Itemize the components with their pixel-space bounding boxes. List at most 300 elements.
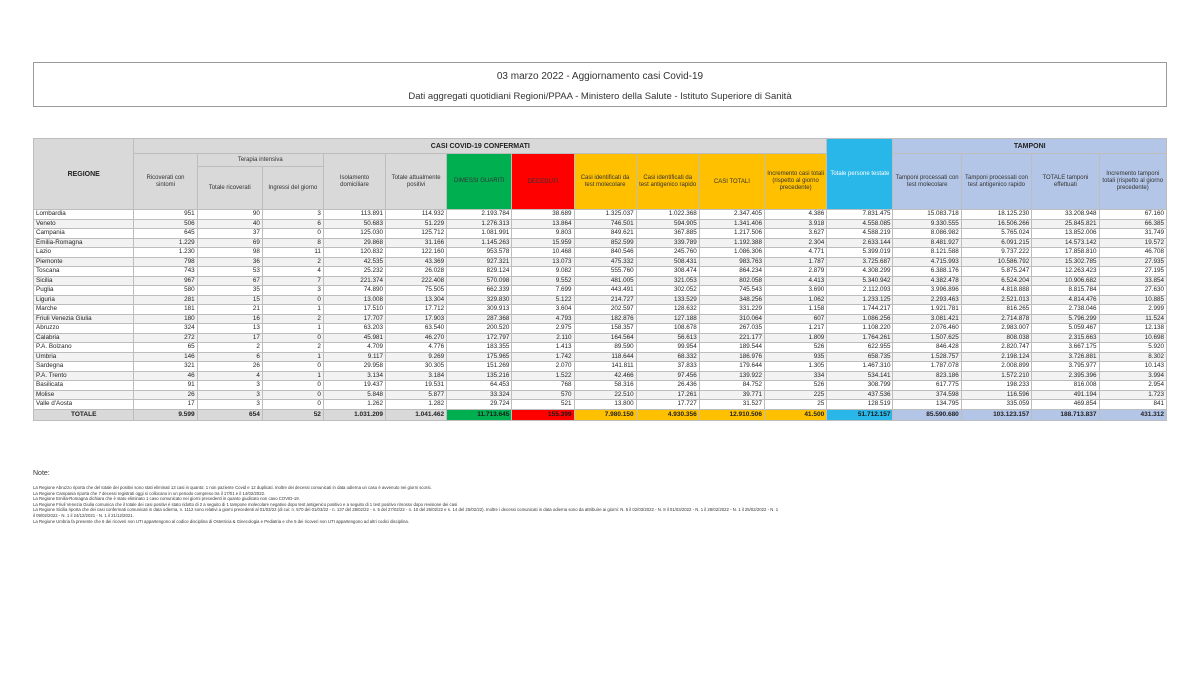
header-ti-ingressi: Ingressi del giorno (262, 167, 323, 210)
data-cell: 25 (765, 400, 827, 410)
note-line: La Regione Sicilia riporta che dei casi confermati comunicati in data odierna, n. 1112 sono relativi a giorni precedenti al 01/03/22 (di cui: n. 570 del 01/03/22 - n. 137 del 28/02/22 - n. 5 del 27/02/22 - n. 10 del 26/02/22 e n. 14 del 25/02/22). Inoltre i decessi comunicati in data odierna sono da attribuire ai giorni: N. 5 il 02/03/2022 - N. 8 il 01/03/2022 - N. 1 il 28/02/2022 - N. 1 il 25/02/2022 - N. 1 (33, 507, 779, 513)
data-cell: 245.760 (636, 248, 699, 258)
data-cell: 302.052 (636, 286, 699, 296)
data-cell: 864.234 (699, 267, 764, 277)
data-cell: 2.112.093 (827, 286, 893, 296)
data-cell: 0 (262, 295, 323, 305)
data-cell: 1.108.220 (827, 324, 893, 334)
data-cell: 9.269 (386, 352, 447, 362)
data-cell: 22.510 (574, 390, 636, 400)
data-cell: 35 (197, 286, 262, 296)
data-cell: 2.395.396 (1032, 371, 1099, 381)
data-cell: 151.269 (447, 362, 512, 372)
data-cell: 84.752 (699, 381, 764, 391)
data-cell: 2.975 (512, 324, 574, 334)
note-line: La Regione Friuli Venezia Giulia comunica che il totale dei casi positivi è stato ridotto di 2 a seguito di 1 tampone molecolare negativo dopo test antigenico positivo e a seguito di 1 test positivo rimosso dopo revisione dei casi (33, 501, 458, 507)
region-name-cell: Calabria (34, 333, 134, 343)
data-cell: 1.229 (134, 238, 197, 248)
data-cell: 26.436 (636, 381, 699, 391)
data-cell: 7.699 (512, 286, 574, 296)
notes-section (33, 470, 1167, 524)
data-cell: 2.347.405 (699, 210, 764, 220)
data-cell: 31.527 (699, 400, 764, 410)
data-cell: 13.304 (386, 295, 447, 305)
data-cell: 183.355 (447, 343, 512, 353)
totals-cell: 1.031.209 (323, 409, 385, 420)
data-cell: 481.005 (574, 276, 636, 286)
data-cell: 66.385 (1099, 219, 1166, 229)
data-cell: 1.787 (765, 257, 827, 267)
data-cell: 1.022.368 (636, 210, 699, 220)
data-cell: 128.519 (827, 400, 893, 410)
data-cell: 8.302 (1099, 352, 1166, 362)
data-cell: 8.815.784 (1032, 286, 1099, 296)
data-cell: 617.775 (893, 381, 961, 391)
data-cell: 798 (134, 257, 197, 267)
data-cell: 935 (765, 352, 827, 362)
data-cell: 1 (262, 324, 323, 334)
note-line: La Regione Emilia-Romagna dichiara che è stato eliminato 1 caso comunicato nei giorni precedenti in quanto giudicato non caso COVID-19. (33, 496, 300, 502)
data-cell: 26 (197, 362, 262, 372)
covid-data-table (33, 138, 1167, 421)
data-cell: 17.712 (386, 305, 447, 315)
data-cell: 63.203 (323, 324, 385, 334)
data-cell: 526 (765, 381, 827, 391)
data-cell: 308.474 (636, 267, 699, 277)
data-cell: 4.386 (765, 210, 827, 220)
data-cell: 808.038 (961, 333, 1031, 343)
table-row (34, 238, 1167, 248)
data-cell: 829.124 (447, 267, 512, 277)
data-cell: 33.208.948 (1032, 210, 1099, 220)
data-cell: 1.921.781 (893, 305, 961, 315)
header-terapia-intensiva: Terapia intensiva (197, 154, 323, 167)
data-cell: 141.811 (574, 362, 636, 372)
data-cell: 475.332 (574, 257, 636, 267)
totals-row (34, 409, 1167, 420)
totals-cell: 51.712.157 (827, 409, 893, 420)
data-cell: 13 (197, 324, 262, 334)
data-cell: 10.586.792 (961, 257, 1031, 267)
data-cell: 46.708 (1099, 248, 1166, 258)
data-cell: 4.709 (323, 343, 385, 353)
region-name-cell: Marche (34, 305, 134, 315)
totals-cell: 7.980.150 (574, 409, 636, 420)
data-cell: 36 (197, 257, 262, 267)
region-name-cell: Friuli Venezia Giulia (34, 314, 134, 324)
data-cell: 4.413 (765, 276, 827, 286)
data-cell: 3.725.687 (827, 257, 893, 267)
data-cell: 67.160 (1099, 210, 1166, 220)
totals-cell: 85.590.680 (893, 409, 961, 420)
data-cell: 17.903 (386, 314, 447, 324)
data-cell: 607 (765, 314, 827, 324)
data-cell: 89.590 (574, 343, 636, 353)
data-cell: 5.920 (1099, 343, 1166, 353)
table-row (34, 352, 1167, 362)
data-cell: 1.217 (765, 324, 827, 334)
data-cell: 29.724 (447, 400, 512, 410)
data-cell: 5.848 (323, 390, 385, 400)
data-cell: 182.876 (574, 314, 636, 324)
data-cell: 27.935 (1099, 257, 1166, 267)
data-cell: 15.302.785 (1032, 257, 1099, 267)
table-row (34, 219, 1167, 229)
region-name-cell: P.A. Bolzano (34, 343, 134, 353)
data-cell: 8.121.588 (893, 248, 961, 258)
data-cell: 5.340.942 (827, 276, 893, 286)
header-regione: REGIONE (34, 139, 134, 210)
table-row (34, 248, 1167, 258)
data-cell: 9.330.555 (893, 219, 961, 229)
table-row (34, 400, 1167, 410)
data-cell: 437.536 (827, 390, 893, 400)
totals-cell: 11.713.645 (447, 409, 512, 420)
data-cell: 0 (262, 229, 323, 239)
data-cell: 743 (134, 267, 197, 277)
data-cell: 69 (197, 238, 262, 248)
data-cell: 90 (197, 210, 262, 220)
region-name-cell: P.A. Trento (34, 371, 134, 381)
data-cell: 0 (262, 362, 323, 372)
data-cell: 4 (262, 267, 323, 277)
data-cell: 12.263.423 (1032, 267, 1099, 277)
data-cell: 10.885 (1099, 295, 1166, 305)
data-cell: 19.531 (386, 381, 447, 391)
data-cell: 134.795 (893, 400, 961, 410)
data-cell: 5.122 (512, 295, 574, 305)
data-cell: 1.086.256 (827, 314, 893, 324)
data-cell: 9.803 (512, 229, 574, 239)
region-name-cell: Puglia (34, 286, 134, 296)
data-cell: 6 (262, 219, 323, 229)
data-cell: 3.726.881 (1032, 352, 1099, 362)
data-cell: 4.818.888 (961, 286, 1031, 296)
data-cell: 3.996.896 (893, 286, 961, 296)
data-cell: 3.994 (1099, 371, 1166, 381)
data-cell: 4.793 (512, 314, 574, 324)
data-cell: 3 (262, 286, 323, 296)
data-cell: 13.800 (574, 400, 636, 410)
data-cell: 45.981 (323, 333, 385, 343)
data-cell: 2.983.007 (961, 324, 1031, 334)
data-cell: 3.134 (323, 371, 385, 381)
data-cell: 99.954 (636, 343, 699, 353)
data-cell: 4.588.219 (827, 229, 893, 239)
data-cell: 2.820.747 (961, 343, 1031, 353)
data-cell: 9.552 (512, 276, 574, 286)
data-cell: 3.627 (765, 229, 827, 239)
data-cell: 367.885 (636, 229, 699, 239)
data-cell: 56.613 (636, 333, 699, 343)
data-cell: 1.230 (134, 248, 197, 258)
totals-cell: 431.312 (1099, 409, 1166, 420)
data-cell: 4.308.299 (827, 267, 893, 277)
data-cell: 3 (197, 390, 262, 400)
totals-cell: 9.599 (134, 409, 197, 420)
region-name-cell: Liguria (34, 295, 134, 305)
data-cell: 8.086.982 (893, 229, 961, 239)
data-cell: 67 (197, 276, 262, 286)
data-cell: 116.596 (961, 390, 1031, 400)
header-tamponi-incremento: Incremento tamponi totali (rispetto al giorno precedente) (1099, 154, 1166, 210)
data-cell: 2.999 (1099, 305, 1166, 315)
data-cell: 846.428 (893, 343, 961, 353)
data-cell: 3.667.175 (1032, 343, 1099, 353)
table-row (34, 324, 1167, 334)
data-cell: 1.522 (512, 371, 574, 381)
data-cell: 374.598 (893, 390, 961, 400)
band-tamponi: TAMPONI (893, 139, 1167, 154)
data-cell: 594.905 (636, 219, 699, 229)
data-cell: 1.325.037 (574, 210, 636, 220)
data-cell: 158.357 (574, 324, 636, 334)
table-row (34, 362, 1167, 372)
region-name-cell: Toscana (34, 267, 134, 277)
header-tamponi-totale: TOTALE tamponi effettuati (1032, 154, 1099, 210)
data-cell: 272 (134, 333, 197, 343)
data-cell: 108.678 (636, 324, 699, 334)
data-cell: 91 (134, 381, 197, 391)
data-cell: 521 (512, 400, 574, 410)
data-cell: 4.558.085 (827, 219, 893, 229)
header-test-antigenico: Casi identificati da test antigenico rapido (636, 154, 699, 210)
data-cell: 46 (134, 371, 197, 381)
data-cell: 98 (197, 248, 262, 258)
data-cell: 64.453 (447, 381, 512, 391)
data-cell: 11.524 (1099, 314, 1166, 324)
data-cell: 3.184 (386, 371, 447, 381)
data-cell: 5.765.024 (961, 229, 1031, 239)
data-cell: 26.028 (386, 267, 447, 277)
note-line: La Regione Umbria fa presente che 6 dei ricoveri non UTI appartengono al codice disciplina di Ostetricia & Ginecologia e Pediatria e che 5 dei ricoveri non UTI appartengono ad altri codici disciplina. (33, 518, 409, 524)
data-cell: 118.644 (574, 352, 636, 362)
data-cell: 16.506.266 (961, 219, 1031, 229)
note-line: il 09/02/2022 - N. 1 il 24/12/2021 - N. 1 il 21/12/2021. (33, 512, 134, 518)
data-cell: 46.270 (386, 333, 447, 343)
header-deceduti: DECEDUTI (512, 154, 574, 210)
data-cell: 18.125.230 (961, 210, 1031, 220)
data-cell: 6 (197, 352, 262, 362)
data-cell: 17.858.810 (1032, 248, 1099, 258)
data-cell: 10.143 (1099, 362, 1166, 372)
data-cell: 37.833 (636, 362, 699, 372)
data-cell: 334 (765, 371, 827, 381)
data-cell: 4.814.476 (1032, 295, 1099, 305)
data-cell: 13.008 (323, 295, 385, 305)
table-row (34, 210, 1167, 220)
data-cell: 9.737.222 (961, 248, 1031, 258)
totals-cell: 103.123.157 (961, 409, 1031, 420)
region-name-cell: Lombardia (34, 210, 134, 220)
data-cell: 2.315.663 (1032, 333, 1099, 343)
data-cell: 19.572 (1099, 238, 1166, 248)
data-cell: 5.059.467 (1032, 324, 1099, 334)
data-cell: 53 (197, 267, 262, 277)
data-cell: 287.368 (447, 314, 512, 324)
region-name-cell: Veneto (34, 219, 134, 229)
data-cell: 580 (134, 286, 197, 296)
data-cell: 42.535 (323, 257, 385, 267)
totals-label: TOTALE (34, 409, 134, 420)
data-cell: 17.261 (636, 390, 699, 400)
data-cell: 927.321 (447, 257, 512, 267)
region-name-cell: Basilicata (34, 381, 134, 391)
data-cell: 745.543 (699, 286, 764, 296)
header-persone-testate: Totale persone testate (827, 139, 893, 210)
data-cell: 120.832 (323, 248, 385, 258)
totals-cell: 188.713.837 (1032, 409, 1099, 420)
data-cell: 7.831.475 (827, 210, 893, 220)
data-cell: 3 (262, 210, 323, 220)
data-cell: 58.316 (574, 381, 636, 391)
data-cell: 1.233.125 (827, 295, 893, 305)
data-cell: 8 (262, 238, 323, 248)
data-cell: 491.194 (1032, 390, 1099, 400)
data-cell: 4.776 (386, 343, 447, 353)
data-cell: 14.573.142 (1032, 238, 1099, 248)
data-cell: 29.958 (323, 362, 385, 372)
totals-cell: 155.399 (512, 409, 574, 420)
notes-list (33, 485, 1167, 524)
data-cell: 0 (262, 390, 323, 400)
data-cell: 12.138 (1099, 324, 1166, 334)
data-cell: 951 (134, 210, 197, 220)
data-cell: 27.630 (1099, 286, 1166, 296)
data-cell: 348.256 (699, 295, 764, 305)
data-cell: 555.760 (574, 267, 636, 277)
data-cell: 133.529 (636, 295, 699, 305)
data-cell: 186.976 (699, 352, 764, 362)
data-cell: 200.520 (447, 324, 512, 334)
data-cell: 6.091.215 (961, 238, 1031, 248)
data-cell: 164.564 (574, 333, 636, 343)
note-line: La Regione Abruzzo riporta che del totale dei positivi sono stati eliminati 13 casi in quanto: 1 non paziente Covid e 12 duplicati. Inoltre dei decessi comunicati in data odierna un caso è avvenuto nei giorni scorsi. (33, 485, 432, 490)
note-line: La Regione Campania riporta che 7 decessi registrati oggi si collocano in un periodo compreso tra il 17/01 e il 14/02/2022. (33, 490, 266, 496)
data-cell: 1.276.313 (447, 219, 512, 229)
data-cell: 13.864 (512, 219, 574, 229)
data-cell: 658.735 (827, 352, 893, 362)
header-dimessi-guariti: DIMESSI GUARITI (447, 154, 512, 210)
data-cell: 953.578 (447, 248, 512, 258)
data-cell: 221.177 (699, 333, 764, 343)
data-cell: 11 (262, 248, 323, 258)
data-cell: 2.521.013 (961, 295, 1031, 305)
table-row (34, 314, 1167, 324)
data-cell: 31.749 (1099, 229, 1166, 239)
data-cell: 840.546 (574, 248, 636, 258)
data-cell: 622.955 (827, 343, 893, 353)
data-cell: 570 (512, 390, 574, 400)
region-name-cell: Lazio (34, 248, 134, 258)
data-cell: 2.008.899 (961, 362, 1031, 372)
data-cell: 746.501 (574, 219, 636, 229)
data-cell: 17.727 (636, 400, 699, 410)
data-cell: 1.467.310 (827, 362, 893, 372)
data-cell: 1.528.757 (893, 352, 961, 362)
data-cell: 662.339 (447, 286, 512, 296)
data-cell: 7 (262, 276, 323, 286)
data-cell: 189.544 (699, 343, 764, 353)
data-cell: 9.117 (323, 352, 385, 362)
header-test-molecolare: Casi identificati da test molecolare (574, 154, 636, 210)
data-cell: 3.690 (765, 286, 827, 296)
data-cell: 3.081.421 (893, 314, 961, 324)
data-cell: 175.965 (447, 352, 512, 362)
data-cell: 5.877 (386, 390, 447, 400)
region-name-cell: Molise (34, 390, 134, 400)
data-cell: 13.852.006 (1032, 229, 1099, 239)
report-subtitle: Dati aggregati quotidiani Regioni/PPAA - Ministero della Salute - Istituto Superiore di Sanità (408, 91, 792, 102)
data-cell: 139.922 (699, 371, 764, 381)
table-container (33, 138, 1167, 421)
header-ricoverati: Ricoverati con sintomi (134, 154, 197, 210)
data-cell: 2.070 (512, 362, 574, 372)
data-cell: 6.524.204 (961, 276, 1031, 286)
table-row (34, 381, 1167, 391)
data-cell: 198.233 (961, 381, 1031, 391)
data-cell: 127.188 (636, 314, 699, 324)
data-cell: 1.305 (765, 362, 827, 372)
data-cell: 3.795.977 (1032, 362, 1099, 372)
data-cell: 125.712 (386, 229, 447, 239)
header-incremento-casi: Incremento casi totali (rispetto al giorno precedente) (765, 154, 827, 210)
data-cell: 4.771 (765, 248, 827, 258)
table-row (34, 276, 1167, 286)
data-cell: 1 (262, 305, 323, 315)
table-row (34, 390, 1167, 400)
data-cell: 329.830 (447, 295, 512, 305)
data-cell: 1.764.261 (827, 333, 893, 343)
data-cell: 97.456 (636, 371, 699, 381)
data-cell: 849.621 (574, 229, 636, 239)
data-cell: 2.738.046 (1032, 305, 1099, 315)
region-name-cell: Abruzzo (34, 324, 134, 334)
data-cell: 74.890 (323, 286, 385, 296)
data-cell: 1.507.625 (893, 333, 961, 343)
data-cell: 2.293.463 (893, 295, 961, 305)
header-ti-totale: Totale ricoverati (197, 167, 262, 210)
totals-cell: 1.041.462 (386, 409, 447, 420)
data-cell: 128.632 (636, 305, 699, 315)
table-body (34, 210, 1167, 410)
data-cell: 31.166 (386, 238, 447, 248)
data-cell: 40 (197, 219, 262, 229)
data-cell: 5.796.299 (1032, 314, 1099, 324)
data-cell: 1.062 (765, 295, 827, 305)
data-cell: 3.604 (512, 305, 574, 315)
data-cell: 68.332 (636, 352, 699, 362)
data-cell: 816.265 (961, 305, 1031, 315)
data-cell: 2.076.460 (893, 324, 961, 334)
data-cell: 43.369 (386, 257, 447, 267)
data-cell: 65 (134, 343, 197, 353)
totals-cell: 12.910.506 (699, 409, 764, 420)
data-cell: 25.845.821 (1032, 219, 1099, 229)
data-cell: 5.399.019 (827, 248, 893, 258)
title-box (33, 62, 1167, 107)
table-row (34, 333, 1167, 343)
data-cell: 2.110 (512, 333, 574, 343)
data-cell: 19.437 (323, 381, 385, 391)
region-name-cell: Umbria (34, 352, 134, 362)
data-cell: 29.868 (323, 238, 385, 248)
data-cell: 331.229 (699, 305, 764, 315)
region-name-cell: Campania (34, 229, 134, 239)
data-cell: 506 (134, 219, 197, 229)
data-cell: 1.809 (765, 333, 827, 343)
data-cell: 3.918 (765, 219, 827, 229)
